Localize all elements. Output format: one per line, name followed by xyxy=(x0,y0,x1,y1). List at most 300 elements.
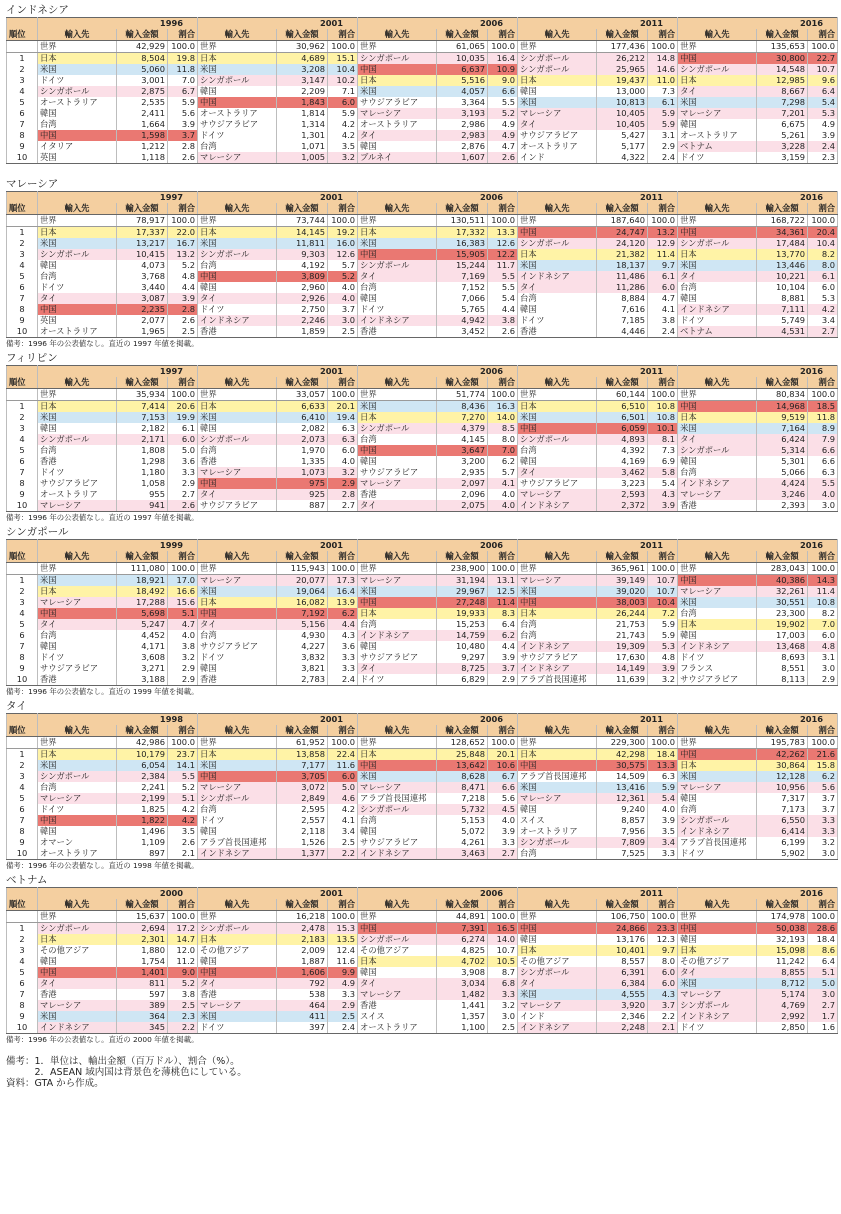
amount-cell: 8,881 xyxy=(757,293,808,304)
year-header: 2011 xyxy=(518,714,678,726)
amount-cell: 6,384 xyxy=(597,978,648,989)
table-row xyxy=(7,945,838,956)
partner-cell: サウジアラビア xyxy=(38,663,117,674)
rank-cell: 3 xyxy=(7,75,38,86)
partner-cell: 米国 xyxy=(198,1011,277,1022)
share-cell: 14.7 xyxy=(168,934,198,945)
share-cell: 12.9 xyxy=(648,238,678,249)
year-header: 1996 xyxy=(38,18,198,30)
amount-cell: 1,822 xyxy=(117,815,168,826)
partner-cell: オーストラリア xyxy=(358,1022,437,1034)
country-title: ベトナム xyxy=(6,874,48,886)
amount-cell: 2,346 xyxy=(597,1011,648,1022)
table-row xyxy=(7,75,838,86)
amount-cell: 19,933 xyxy=(437,608,488,619)
rank-cell: 1 xyxy=(7,749,38,761)
share-cell: 4.9 xyxy=(488,119,518,130)
share-cell: 2.9 xyxy=(168,674,198,686)
share-cell: 12.6 xyxy=(488,238,518,249)
amount-cell: 7,956 xyxy=(597,826,648,837)
rank-cell: 1 xyxy=(7,401,38,413)
amount-cell: 7,066 xyxy=(437,293,488,304)
share-cell: 3.3 xyxy=(328,652,358,663)
amount-cell: 5,516 xyxy=(437,75,488,86)
share-cell: 4.7 xyxy=(168,619,198,630)
partner-cell: シンガポール xyxy=(198,249,277,260)
column-header-row xyxy=(7,899,838,911)
partner-cell: オーストラリア xyxy=(678,130,757,141)
partner-cell: 中国 xyxy=(518,923,597,935)
amount-cell: 2,876 xyxy=(437,141,488,152)
amount-cell: 5,749 xyxy=(757,315,808,326)
partner-cell: 米国 xyxy=(38,575,117,587)
rank-cell: 9 xyxy=(7,141,38,152)
amount-cell: 2,535 xyxy=(117,97,168,108)
partner-cell: 韓国 xyxy=(518,804,597,815)
partner-cell: 世界 xyxy=(518,389,597,401)
partner-cell: タイ xyxy=(518,282,597,293)
partner-cell: 英国 xyxy=(38,315,117,326)
amount-cell: 2,875 xyxy=(117,86,168,97)
amount-cell: 3,462 xyxy=(597,467,648,478)
partner-cell: 韓国 xyxy=(198,86,277,97)
amount-header: 輸入金額 xyxy=(277,551,328,563)
table-row xyxy=(7,575,838,587)
share-cell: 3.3 xyxy=(808,826,838,837)
share-cell: 6.7 xyxy=(168,86,198,97)
partner-cell: マレーシア xyxy=(678,586,757,597)
partner-cell: サウジアラビア xyxy=(358,467,437,478)
share-cell: 4.8 xyxy=(808,641,838,652)
partner-cell: シンガポール xyxy=(678,815,757,826)
partner-header: 輸入先 xyxy=(38,203,117,215)
amount-cell: 14,149 xyxy=(597,663,648,674)
year-header: 2006 xyxy=(358,888,518,900)
partner-cell: 米国 xyxy=(38,412,117,423)
table-row xyxy=(7,467,838,478)
amount-header: 輸入金額 xyxy=(597,551,648,563)
partner-cell: シンガポール xyxy=(198,923,277,935)
partner-cell: フランス xyxy=(678,663,757,674)
amount-cell: 2,595 xyxy=(277,804,328,815)
partner-cell: 台湾 xyxy=(678,608,757,619)
partner-cell: 世界 xyxy=(38,563,117,575)
amount-cell: 1,825 xyxy=(117,804,168,815)
share-cell: 8.2 xyxy=(808,249,838,260)
amount-cell: 18,492 xyxy=(117,586,168,597)
rank-cell: 5 xyxy=(7,967,38,978)
partner-cell: 米国 xyxy=(678,597,757,608)
world-total-row xyxy=(7,389,838,401)
partner-cell: 韓国 xyxy=(198,826,277,837)
column-header-row xyxy=(7,551,838,563)
share-cell: 15.1 xyxy=(328,53,358,65)
amount-cell: 8,551 xyxy=(757,663,808,674)
amount-cell: 29,967 xyxy=(437,586,488,597)
share-cell: 100.0 xyxy=(648,41,678,53)
partner-cell: アラブ首長国連邦 xyxy=(518,674,597,686)
share-cell: 13.2 xyxy=(168,249,198,260)
partner-cell: アラブ首長国連邦 xyxy=(358,793,437,804)
table-row xyxy=(7,630,838,641)
share-cell: 2.5 xyxy=(328,837,358,848)
share-cell: 3.2 xyxy=(648,674,678,686)
share-cell: 9.6 xyxy=(808,75,838,86)
share-cell: 3.3 xyxy=(328,989,358,1000)
partner-cell: ドイツ xyxy=(678,652,757,663)
footer-note-1: 備考：1．単位は、輸出金額（百万ドル）、割合（%）。 xyxy=(6,1056,240,1067)
partner-cell: 香港 xyxy=(38,989,117,1000)
share-cell: 7.0 xyxy=(808,619,838,630)
rank-cell: 6 xyxy=(7,282,38,293)
amount-header: 輸入金額 xyxy=(437,29,488,41)
rank-cell: 2 xyxy=(7,238,38,249)
amount-cell: 3,159 xyxy=(757,152,808,164)
amount-cell: 4,689 xyxy=(277,53,328,65)
amount-cell: 18,921 xyxy=(117,575,168,587)
amount-cell: 2,241 xyxy=(117,782,168,793)
share-cell: 5.9 xyxy=(328,108,358,119)
rank-cell: 10 xyxy=(7,152,38,164)
partner-cell: 中国 xyxy=(678,575,757,587)
amount-header: 輸入金額 xyxy=(757,377,808,389)
partner-header: 輸入先 xyxy=(518,203,597,215)
share-cell: 4.9 xyxy=(488,130,518,141)
share-cell: 20.1 xyxy=(328,401,358,413)
year-header-row xyxy=(7,192,838,204)
share-cell: 2.4 xyxy=(648,326,678,338)
share-cell: 2.5 xyxy=(168,1000,198,1011)
share-cell: 20.4 xyxy=(808,227,838,239)
share-cell: 11.0 xyxy=(648,75,678,86)
amount-header: 輸入金額 xyxy=(437,203,488,215)
share-cell: 2.2 xyxy=(648,1011,678,1022)
amount-cell: 464 xyxy=(277,1000,328,1011)
amount-cell: 1,118 xyxy=(117,152,168,164)
table-row xyxy=(7,227,838,239)
share-cell: 100.0 xyxy=(168,389,198,401)
table-row xyxy=(7,760,838,771)
partner-cell: ドイツ xyxy=(38,75,117,86)
share-cell: 19.9 xyxy=(168,412,198,423)
rank-header: 順位 xyxy=(7,714,38,737)
amount-cell: 1,335 xyxy=(277,456,328,467)
amount-cell: 3,364 xyxy=(437,97,488,108)
amount-cell: 61,065 xyxy=(437,41,488,53)
partner-cell: マレーシア xyxy=(38,1000,117,1011)
table-row xyxy=(7,1022,838,1034)
share-cell: 10.9 xyxy=(488,64,518,75)
amount-cell: 6,633 xyxy=(277,401,328,413)
partner-cell: 台湾 xyxy=(198,141,277,152)
share-cell: 100.0 xyxy=(328,215,358,227)
partner-cell: 中国 xyxy=(518,227,597,239)
partner-cell: ドイツ xyxy=(38,804,117,815)
amount-header: 輸入金額 xyxy=(437,551,488,563)
rank-cell: 7 xyxy=(7,641,38,652)
amount-cell: 925 xyxy=(277,489,328,500)
partner-cell: インドネシア xyxy=(678,1011,757,1022)
partner-cell: インドネシア xyxy=(678,478,757,489)
share-cell: 6.8 xyxy=(488,978,518,989)
share-cell: 18.4 xyxy=(808,934,838,945)
share-cell: 4.3 xyxy=(648,989,678,1000)
amount-cell: 130,511 xyxy=(437,215,488,227)
table-row xyxy=(7,500,838,512)
share-header: 割合 xyxy=(328,377,358,389)
partner-cell: 台湾 xyxy=(198,630,277,641)
partner-cell: サウジアラビア xyxy=(518,130,597,141)
partner-cell: 世界 xyxy=(358,737,437,749)
amount-cell: 5,732 xyxy=(437,804,488,815)
share-cell: 6.3 xyxy=(808,467,838,478)
partner-header: 輸入先 xyxy=(678,899,757,911)
amount-cell: 5,261 xyxy=(757,130,808,141)
rank-cell: 7 xyxy=(7,119,38,130)
partner-header: 輸入先 xyxy=(358,725,437,737)
amount-cell: 5,153 xyxy=(437,815,488,826)
share-cell: 10.1 xyxy=(648,423,678,434)
partner-cell: アラブ首長国連邦 xyxy=(678,837,757,848)
amount-cell: 42,986 xyxy=(117,737,168,749)
partner-header: 輸入先 xyxy=(358,551,437,563)
amount-cell: 26,244 xyxy=(597,608,648,619)
share-cell: 5.2 xyxy=(168,260,198,271)
amount-cell: 6,424 xyxy=(757,434,808,445)
partner-cell: サウジアラビア xyxy=(198,500,277,512)
partner-cell: 米国 xyxy=(198,760,277,771)
amount-cell: 14,759 xyxy=(437,630,488,641)
amount-cell: 14,145 xyxy=(277,227,328,239)
share-cell: 6.0 xyxy=(648,282,678,293)
amount-header: 輸入金額 xyxy=(117,551,168,563)
share-cell: 6.7 xyxy=(488,771,518,782)
year-header: 2016 xyxy=(678,366,838,378)
partner-cell: 中国 xyxy=(678,923,757,935)
import-ranking-table xyxy=(6,17,838,164)
amount-cell: 1,482 xyxy=(437,989,488,1000)
partner-cell: 日本 xyxy=(38,227,117,239)
amount-cell: 30,551 xyxy=(757,597,808,608)
share-cell: 2.7 xyxy=(168,489,198,500)
share-cell: 3.9 xyxy=(808,130,838,141)
country-title: シンガポール xyxy=(6,526,69,538)
partner-cell: インドネシア xyxy=(678,641,757,652)
partner-cell: 米国 xyxy=(198,412,277,423)
import-ranking-table xyxy=(6,713,838,860)
partner-cell: インドネシア xyxy=(198,848,277,860)
amount-header: 輸入金額 xyxy=(757,551,808,563)
section-note: 備考：1996 年の公表値なし。直近の 1997 年値を掲載。 xyxy=(6,339,199,348)
amount-cell: 2,849 xyxy=(277,793,328,804)
partner-header: 輸入先 xyxy=(518,551,597,563)
amount-cell: 1,212 xyxy=(117,141,168,152)
table-row xyxy=(7,663,838,674)
partner-cell: 米国 xyxy=(358,86,437,97)
partner-cell: ドイツ xyxy=(678,315,757,326)
share-cell: 2.5 xyxy=(488,1022,518,1034)
amount-cell: 1,073 xyxy=(277,467,328,478)
share-header: 割合 xyxy=(168,29,198,41)
table-row xyxy=(7,271,838,282)
share-cell: 3.9 xyxy=(168,293,198,304)
share-cell: 3.7 xyxy=(808,804,838,815)
amount-cell: 2,411 xyxy=(117,108,168,119)
share-cell: 4.7 xyxy=(488,141,518,152)
share-cell: 4.0 xyxy=(168,630,198,641)
share-cell: 5.2 xyxy=(328,271,358,282)
rank-cell: 1 xyxy=(7,227,38,239)
share-cell: 3.5 xyxy=(168,826,198,837)
rank-cell: 10 xyxy=(7,500,38,512)
amount-cell: 12,128 xyxy=(757,771,808,782)
amount-cell: 15,637 xyxy=(117,911,168,923)
partner-cell: 韓国 xyxy=(38,826,117,837)
partner-cell: ベトナム xyxy=(678,141,757,152)
partner-cell: 香港 xyxy=(198,456,277,467)
partner-cell: タイ xyxy=(358,271,437,282)
partner-cell: 日本 xyxy=(38,586,117,597)
amount-header: 輸入金額 xyxy=(117,725,168,737)
amount-cell: 364 xyxy=(117,1011,168,1022)
partner-cell: 台湾 xyxy=(678,804,757,815)
amount-cell: 4,555 xyxy=(597,989,648,1000)
share-cell: 100.0 xyxy=(168,563,198,575)
amount-cell: 4,392 xyxy=(597,445,648,456)
partner-cell: ドイツ xyxy=(198,815,277,826)
partner-cell: 韓国 xyxy=(678,293,757,304)
rank-cell: 5 xyxy=(7,793,38,804)
partner-cell: 韓国 xyxy=(38,108,117,119)
partner-header: 輸入先 xyxy=(198,725,277,737)
country-title: マレーシア xyxy=(6,178,59,190)
share-cell: 2.6 xyxy=(488,152,518,164)
partner-cell: ドイツ xyxy=(678,1022,757,1034)
table-row xyxy=(7,1000,838,1011)
share-cell: 19.8 xyxy=(168,53,198,65)
share-cell: 12.4 xyxy=(328,945,358,956)
share-cell: 10.2 xyxy=(328,75,358,86)
amount-cell: 5,060 xyxy=(117,64,168,75)
amount-cell: 17,337 xyxy=(117,227,168,239)
amount-header: 輸入金額 xyxy=(757,725,808,737)
rank-cell: 9 xyxy=(7,837,38,848)
partner-cell: 韓国 xyxy=(518,304,597,315)
table-row xyxy=(7,423,838,434)
world-total-row xyxy=(7,737,838,749)
partner-cell: 世界 xyxy=(198,389,277,401)
partner-cell: シンガポール xyxy=(38,249,117,260)
partner-header: 輸入先 xyxy=(358,377,437,389)
amount-cell: 4,192 xyxy=(277,260,328,271)
amount-cell: 3,832 xyxy=(277,652,328,663)
partner-cell: オマーン xyxy=(38,837,117,848)
amount-cell: 7,111 xyxy=(757,304,808,315)
partner-cell: タイ xyxy=(198,978,277,989)
amount-cell: 1,180 xyxy=(117,467,168,478)
country-section xyxy=(6,3,835,176)
amount-cell: 1,607 xyxy=(437,152,488,164)
partner-cell: ドイツ xyxy=(198,304,277,315)
partner-header: 輸入先 xyxy=(358,899,437,911)
share-cell: 2.9 xyxy=(328,478,358,489)
amount-cell: 42,929 xyxy=(117,41,168,53)
partner-cell: 台湾 xyxy=(198,445,277,456)
share-cell: 4.6 xyxy=(328,793,358,804)
partner-cell: マレーシア xyxy=(518,489,597,500)
amount-cell: 7,218 xyxy=(437,793,488,804)
partner-cell: マレーシア xyxy=(678,782,757,793)
share-cell: 100.0 xyxy=(648,563,678,575)
amount-cell: 3,768 xyxy=(117,271,168,282)
partner-cell: 日本 xyxy=(518,75,597,86)
table-row xyxy=(7,238,838,249)
share-cell: 6.0 xyxy=(648,978,678,989)
column-header-row xyxy=(7,725,838,737)
share-cell: 16.5 xyxy=(488,923,518,935)
share-cell: 2.8 xyxy=(168,141,198,152)
partner-cell: タイ xyxy=(678,86,757,97)
partner-cell: マレーシア xyxy=(518,793,597,804)
rank-cell: 6 xyxy=(7,456,38,467)
share-cell: 2.6 xyxy=(168,837,198,848)
table-row xyxy=(7,619,838,630)
share-cell: 5.5 xyxy=(488,271,518,282)
share-cell: 15.6 xyxy=(168,597,198,608)
partner-cell: スイス xyxy=(518,815,597,826)
amount-cell: 9,240 xyxy=(597,804,648,815)
share-cell: 3.6 xyxy=(328,641,358,652)
amount-cell: 11,242 xyxy=(757,956,808,967)
amount-cell: 15,253 xyxy=(437,619,488,630)
amount-cell: 8,667 xyxy=(757,86,808,97)
share-cell: 4.2 xyxy=(808,304,838,315)
share-cell: 100.0 xyxy=(808,389,838,401)
year-header: 2011 xyxy=(518,192,678,204)
partner-cell: 韓国 xyxy=(518,456,597,467)
amount-cell: 3,001 xyxy=(117,75,168,86)
amount-cell: 61,952 xyxy=(277,737,328,749)
partner-cell: 米国 xyxy=(678,771,757,782)
partner-cell: 韓国 xyxy=(358,967,437,978)
partner-header: 輸入先 xyxy=(198,377,277,389)
share-cell: 3.3 xyxy=(328,663,358,674)
partner-cell: 中国 xyxy=(38,815,117,826)
amount-cell: 3,920 xyxy=(597,1000,648,1011)
partner-cell: 台湾 xyxy=(358,815,437,826)
share-cell: 5.1 xyxy=(168,793,198,804)
amount-cell: 238,900 xyxy=(437,563,488,575)
share-cell: 13.9 xyxy=(328,597,358,608)
partner-cell: 世界 xyxy=(358,389,437,401)
year-header: 2006 xyxy=(358,18,518,30)
share-cell: 2.2 xyxy=(168,1022,198,1034)
share-cell: 14.3 xyxy=(808,575,838,587)
share-cell: 1.6 xyxy=(808,1022,838,1034)
share-cell: 16.3 xyxy=(488,401,518,413)
amount-header: 輸入金額 xyxy=(597,725,648,737)
share-cell: 6.6 xyxy=(808,456,838,467)
share-cell: 14.1 xyxy=(168,760,198,771)
partner-header: 輸入先 xyxy=(38,29,117,41)
import-ranking-table xyxy=(6,365,838,512)
amount-cell: 19,902 xyxy=(757,619,808,630)
partner-cell: 日本 xyxy=(198,749,277,761)
partner-header: 輸入先 xyxy=(38,377,117,389)
partner-cell: 世界 xyxy=(678,563,757,575)
share-cell: 2.5 xyxy=(328,326,358,338)
partner-cell: タイ xyxy=(358,978,437,989)
